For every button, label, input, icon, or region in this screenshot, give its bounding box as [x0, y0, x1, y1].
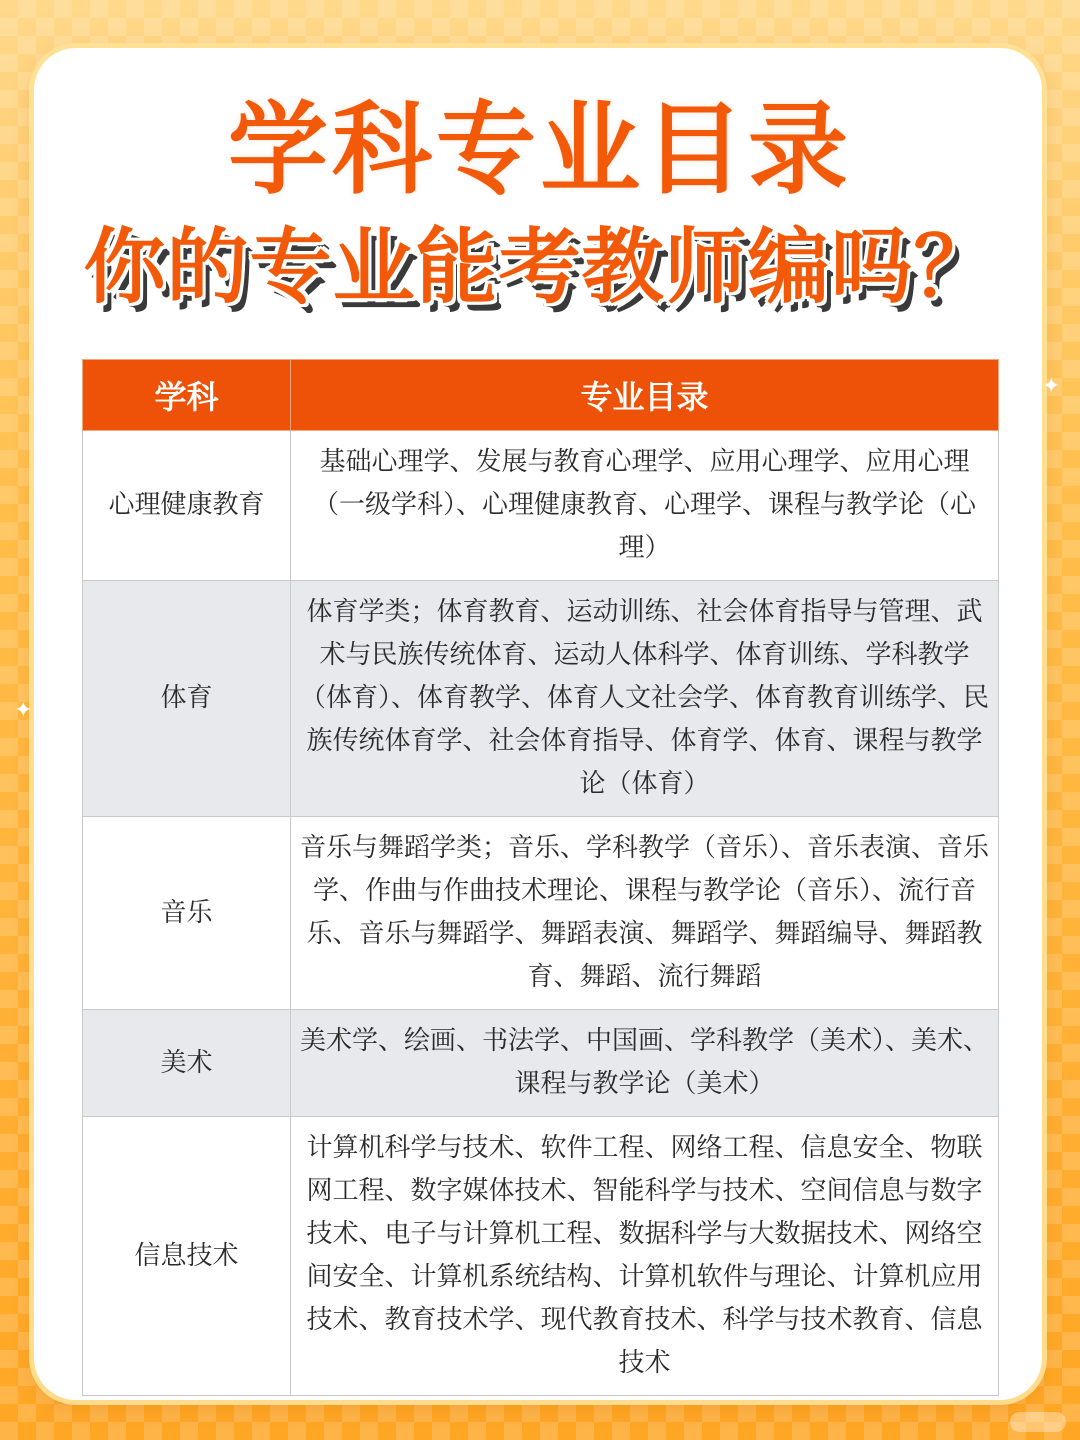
sparkle-icon: ✦ [14, 698, 33, 723]
subject-cell: 心理健康教育 [83, 431, 291, 581]
table-row [83, 1117, 999, 1396]
table-row [83, 1010, 999, 1117]
subject-cell: 音乐 [83, 817, 291, 1010]
table-row [83, 581, 999, 817]
majors-cell: 计算机科学与技术、软件工程、网络工程、信息安全、物联网工程、数字媒体技术、智能科学与技术、空间信息与数字技术、电子与计算机工程、数据科学与大数据技术、网络空间安全、计算机系统结构、计算机软件与理论、计算机应用技术、教育技术学、现代教育技术、科学与技术教育、信息技术 [291, 1117, 999, 1396]
table-header-row [83, 360, 999, 431]
sparkle-icon: ✦ [1042, 374, 1061, 399]
page-subtitle: 你的专业能考教师编吗？ [83, 220, 997, 315]
column-header-majors: 专业目录 [291, 360, 999, 431]
majors-cell: 音乐与舞蹈学类；音乐、学科教学（音乐）、音乐表演、音乐学、作曲与作曲技术理论、课程与教学论（音乐）、流行音乐、音乐与舞蹈学、舞蹈表演、舞蹈学、舞蹈编导、舞蹈教育、舞蹈、流行舞蹈 [291, 817, 999, 1010]
majors-cell: 美术学、绘画、书法学、中国画、学科教学（美术）、美术、课程与教学论（美术） [291, 1010, 999, 1117]
column-header-subject: 学科 [83, 360, 291, 431]
table-row [83, 431, 999, 581]
table-row [83, 817, 999, 1010]
subject-cell: 信息技术 [83, 1117, 291, 1396]
majors-cell: 基础心理学、发展与教育心理学、应用心理学、应用心理（一级学科）、心理健康教育、心理学、课程与教学论（心理） [291, 431, 999, 581]
page-title: 学科专业目录 [228, 91, 852, 208]
majors-cell: 体育学类；体育教育、运动训练、社会体育指导与管理、武术与民族传统体育、运动人体科学、体育训练、学科教学（体育）、体育教学、体育人文社会学、体育教育训练学、民族传统体育学、社会体育指导、体育学、体育、课程与教学论（体育） [291, 581, 999, 817]
subject-cell: 美术 [83, 1010, 291, 1117]
subject-cell: 体育 [83, 581, 291, 817]
watermark [1010, 1412, 1066, 1432]
major-catalog-table [82, 359, 999, 1396]
